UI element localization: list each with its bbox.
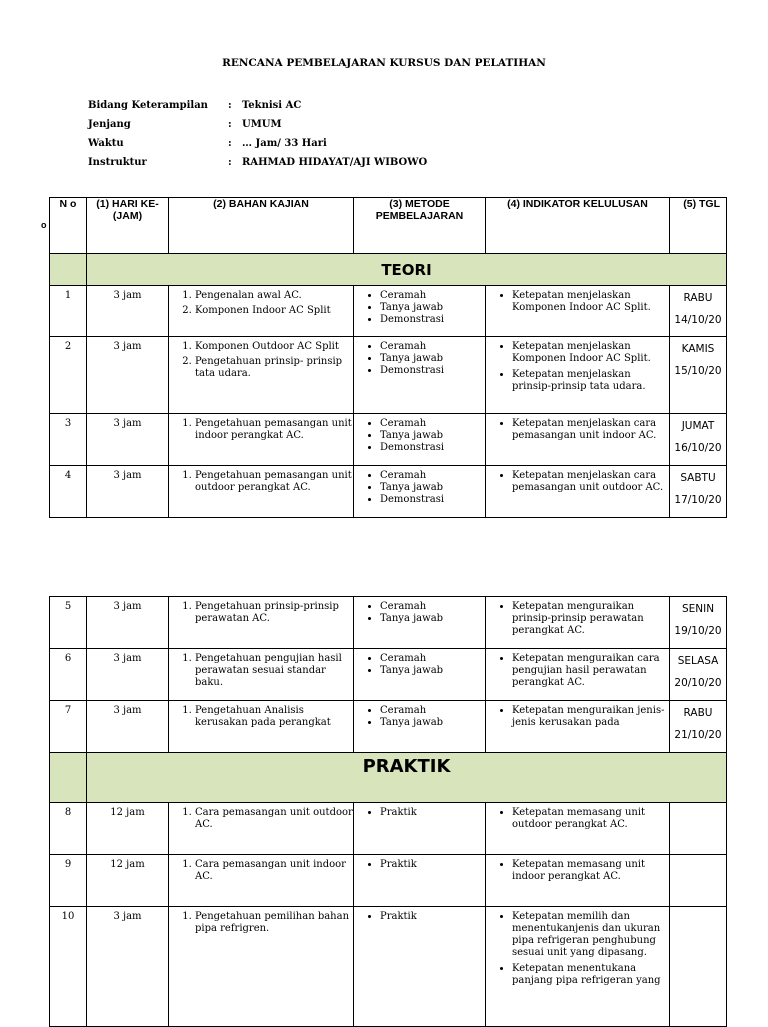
metode-item: • Tanya jawab [380, 717, 485, 729]
row-bahan [169, 855, 354, 907]
row-number: 5 [50, 597, 87, 649]
meta-row [88, 100, 427, 119]
row-metode [354, 466, 486, 518]
row-tanggal-text: 15/10/20 [674, 365, 722, 377]
row-tanggal [670, 649, 727, 701]
indikator-list [486, 807, 669, 831]
row-hari-nama: KAMIS [681, 343, 715, 355]
bahan-item: 1. Komponen Outdoor AC Split [195, 341, 353, 353]
metode-item: • Tanya jawab [380, 665, 485, 677]
metode-item: • Ceramah [380, 418, 485, 430]
metode-item: • Ceramah [380, 341, 485, 353]
metode-item: • Praktik [380, 859, 485, 871]
row-tanggal-text: 16/10/20 [674, 442, 722, 454]
metode-list [354, 601, 485, 625]
row-hari: 3 jam [87, 414, 169, 466]
table-row [50, 597, 727, 649]
table-row [50, 803, 727, 855]
row-indikator [486, 649, 670, 701]
row-bahan [169, 597, 354, 649]
row-bahan [169, 337, 354, 414]
row-tanggal-text: 19/10/20 [674, 625, 722, 637]
plan-table-lanjutan [49, 596, 727, 1027]
row-indikator [486, 414, 670, 466]
row-metode [354, 337, 486, 414]
row-hari: 3 jam [87, 701, 169, 753]
row-hari: 3 jam [87, 337, 169, 414]
bahan-list [169, 418, 353, 442]
metode-list [354, 341, 485, 377]
bahan-item: 2. Komponen Indoor AC Split [195, 305, 353, 317]
row-hari: 3 jam [87, 649, 169, 701]
row-tanggal [670, 803, 727, 855]
row-metode [354, 286, 486, 337]
metode-list [354, 807, 485, 819]
meta-colon: : [228, 119, 232, 130]
bahan-list [169, 601, 353, 625]
section-label-teori: TEORI [87, 254, 727, 286]
bahan-item: 1. Cara pemasangan unit indoor AC. [195, 859, 353, 883]
bahan-list [169, 290, 353, 317]
row-number: 8 [50, 803, 87, 855]
bahan-item: 1. Pengetahuan prinsip-prinsip perawatan AC. [195, 601, 353, 625]
document-meta [88, 100, 427, 176]
bahan-list [169, 807, 353, 831]
row-number: 4 [50, 466, 87, 518]
section-row-teori [50, 254, 727, 286]
meta-colon: : [228, 100, 232, 111]
row-indikator [486, 701, 670, 753]
indikator-list [486, 290, 669, 314]
meta-colon: : [228, 138, 232, 149]
meta-label: Bidang Keterampilan [88, 100, 208, 111]
header-metode: (3) METODE PEMBELAJARAN [354, 198, 486, 254]
metode-item: • Ceramah [380, 470, 485, 482]
row-tanggal-text: 20/10/20 [674, 677, 722, 689]
row-bahan [169, 286, 354, 337]
row-metode [354, 649, 486, 701]
metode-item: • Ceramah [380, 601, 485, 613]
indikator-item: • Ketepatan memilih dan menentukanjenis dan ukuran pipa refrigeran penghubung sesuai unit yang dipasang. [512, 911, 669, 959]
indikator-list [486, 341, 669, 393]
row-hari: 12 jam [87, 855, 169, 907]
table-row [50, 649, 727, 701]
table-row [50, 701, 727, 753]
metode-list [354, 470, 485, 506]
row-tanggal [670, 855, 727, 907]
table-row [50, 466, 727, 518]
bahan-item: 1. Pengenalan awal AC. [195, 290, 353, 302]
row-tanggal-text: 21/10/20 [674, 729, 722, 741]
meta-value: RAHMAD HIDAYAT/AJI WIBOWO [242, 157, 428, 168]
bahan-item: 1. Pengetahuan pengujian hasil perawatan sesuai standar baku. [195, 653, 353, 689]
metode-item: • Demonstrasi [380, 494, 485, 506]
row-number: 10 [50, 907, 87, 1027]
header-bahan: (2) BAHAN KAJIAN [169, 198, 354, 254]
row-bahan [169, 907, 354, 1027]
row-hari: 3 jam [87, 597, 169, 649]
section-label-praktik: PRAKTIK [87, 753, 727, 803]
metode-item: • Tanya jawab [380, 353, 485, 365]
row-number: 2 [50, 337, 87, 414]
table-row [50, 286, 727, 337]
metode-list [354, 290, 485, 326]
row-indikator [486, 803, 670, 855]
section-row-praktik [50, 753, 727, 803]
indikator-item: • Ketepatan menguraikan jenis-jenis kerusakan pada [512, 705, 669, 729]
indikator-list [486, 859, 669, 883]
row-tanggal [670, 414, 727, 466]
no-header-overflow: o [41, 220, 47, 230]
bahan-list [169, 341, 353, 380]
row-tanggal-text: 17/10/20 [674, 494, 722, 506]
indikator-list [486, 653, 669, 689]
bahan-item: 1. Pengetahuan pemilihan bahan pipa refrigren. [195, 911, 353, 935]
row-bahan [169, 414, 354, 466]
row-hari: 3 jam [87, 466, 169, 518]
row-indikator [486, 907, 670, 1027]
bahan-item: 1. Pengetahuan Analisis kerusakan pada perangkat [195, 705, 353, 729]
plan-table-teori [49, 197, 727, 518]
indikator-list [486, 418, 669, 442]
bahan-item: 2. Pengetahuan prinsip- prinsip tata udara. [195, 356, 353, 380]
row-metode [354, 414, 486, 466]
header-indikator: (4) INDIKATOR KELULUSAN [486, 198, 670, 254]
metode-item: • Tanya jawab [380, 302, 485, 314]
metode-list [354, 653, 485, 677]
indikator-list [486, 601, 669, 637]
table-row [50, 855, 727, 907]
meta-colon: : [228, 157, 232, 168]
metode-item: • Praktik [380, 807, 485, 819]
section-blank [50, 753, 87, 803]
indikator-item: • Ketepatan menjelaskan Komponen Indoor AC Split. [512, 290, 669, 314]
metode-list [354, 911, 485, 923]
meta-row [88, 157, 427, 176]
row-tanggal [670, 907, 727, 1027]
header-no: N o [50, 198, 87, 254]
row-tanggal [670, 337, 727, 414]
row-hari-nama: SELASA [677, 655, 719, 667]
section-blank [50, 254, 87, 286]
metode-item: • Demonstrasi [380, 365, 485, 377]
row-indikator [486, 855, 670, 907]
table-row [50, 907, 727, 1027]
metode-item: • Demonstrasi [380, 442, 485, 454]
row-indikator [486, 597, 670, 649]
header-hari: (1) HARI KE- (JAM) [87, 198, 169, 254]
bahan-item: 1. Cara pemasangan unit outdoor AC. [195, 807, 353, 831]
row-tanggal [670, 597, 727, 649]
indikator-item: • Ketepatan menjelaskan prinsip-prinsip tata udara. [512, 369, 669, 393]
row-hari-nama: JUMAT [681, 420, 715, 432]
row-metode [354, 701, 486, 753]
meta-label: Instruktur [88, 157, 147, 168]
table-header-row [50, 198, 727, 254]
row-metode [354, 803, 486, 855]
row-hari-nama: RABU [683, 707, 713, 719]
metode-item: • Tanya jawab [380, 482, 485, 494]
row-bahan [169, 803, 354, 855]
indikator-list [486, 911, 669, 987]
meta-label: Jenjang [88, 119, 131, 130]
meta-row [88, 138, 427, 157]
row-tanggal [670, 466, 727, 518]
row-tanggal [670, 701, 727, 753]
row-indikator [486, 286, 670, 337]
row-number: 9 [50, 855, 87, 907]
metode-item: • Praktik [380, 911, 485, 923]
indikator-item: • Ketepatan memasang unit outdoor perangkat AC. [512, 807, 669, 831]
row-metode [354, 855, 486, 907]
indikator-item: • Ketepatan menjelaskan Komponen Indoor AC Split. [512, 341, 669, 365]
meta-value: UMUM [242, 119, 282, 130]
row-hari-nama: SABTU [680, 472, 716, 484]
meta-row [88, 119, 427, 138]
meta-value: … Jam/ 33 Hari [242, 138, 327, 149]
row-metode [354, 907, 486, 1027]
metode-item: • Tanya jawab [380, 430, 485, 442]
bahan-list [169, 470, 353, 494]
row-bahan [169, 701, 354, 753]
row-hari: 3 jam [87, 286, 169, 337]
bahan-list [169, 705, 353, 729]
header-tgl: (5) TGL [670, 198, 727, 254]
bahan-list [169, 653, 353, 689]
meta-value: Teknisi AC [242, 100, 302, 111]
metode-item: • Tanya jawab [380, 613, 485, 625]
row-bahan [169, 466, 354, 518]
indikator-list [486, 705, 669, 729]
indikator-item: • Ketepatan menentukana panjang pipa refrigeran yang [512, 963, 669, 987]
metode-item: • Ceramah [380, 653, 485, 665]
metode-item: • Ceramah [380, 290, 485, 302]
table-row [50, 337, 727, 414]
row-metode [354, 597, 486, 649]
row-number: 7 [50, 701, 87, 753]
metode-list [354, 859, 485, 871]
row-tanggal-text: 14/10/20 [674, 314, 722, 326]
row-indikator [486, 466, 670, 518]
metode-list [354, 705, 485, 729]
row-hari: 12 jam [87, 803, 169, 855]
meta-label: Waktu [88, 138, 124, 149]
bahan-list [169, 859, 353, 883]
metode-item: • Demonstrasi [380, 314, 485, 326]
row-hari-nama: RABU [683, 292, 713, 304]
bahan-list [169, 911, 353, 935]
row-hari: 3 jam [87, 907, 169, 1027]
table-row [50, 414, 727, 466]
row-bahan [169, 649, 354, 701]
row-tanggal [670, 286, 727, 337]
bahan-item: 1. Pengetahuan pemasangan unit indoor perangkat AC. [195, 418, 353, 442]
indikator-item: • Ketepatan menjelaskan cara pemasangan unit indoor AC. [512, 418, 669, 442]
indikator-item: • Ketepatan menguraikan prinsip-prinsip perawatan perangkat AC. [512, 601, 669, 637]
indikator-item: • Ketepatan menjelaskan cara pemasangan unit outdoor AC. [512, 470, 669, 494]
document-title: RENCANA PEMBELAJARAN KURSUS DAN PELATIHAN [222, 57, 546, 69]
bahan-item: 1. Pengetahuan pemasangan unit outdoor perangkat AC. [195, 470, 353, 494]
indikator-item: • Ketepatan memasang unit indoor perangkat AC. [512, 859, 669, 883]
row-hari-nama: SENIN [681, 603, 715, 615]
indikator-list [486, 470, 669, 494]
row-number: 1 [50, 286, 87, 337]
indikator-item: • Ketepatan menguraikan cara pengujian hasil perawatan perangkat AC. [512, 653, 669, 689]
row-indikator [486, 337, 670, 414]
metode-list [354, 418, 485, 454]
row-number: 3 [50, 414, 87, 466]
metode-item: • Ceramah [380, 705, 485, 717]
row-number: 6 [50, 649, 87, 701]
